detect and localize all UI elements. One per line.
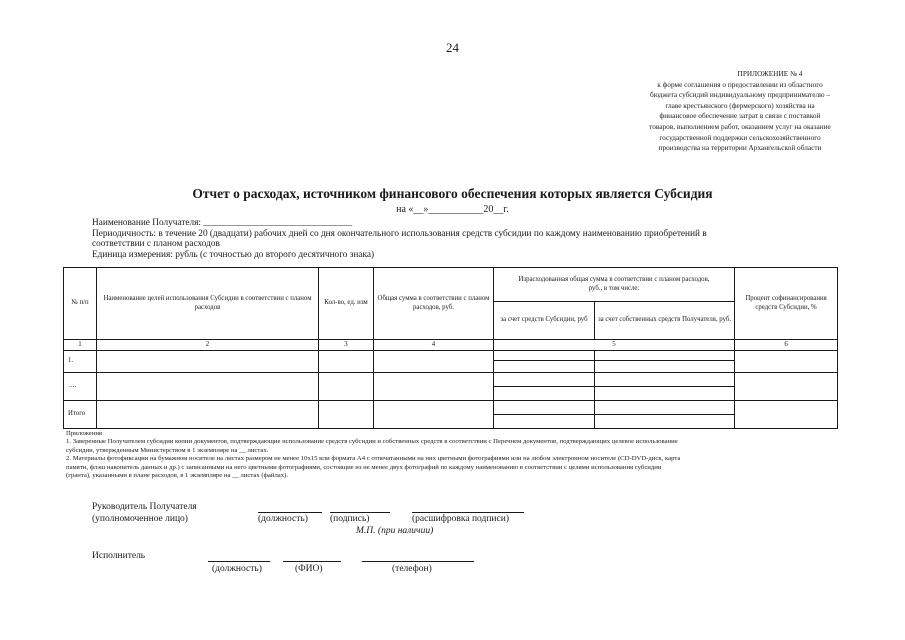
row-percent-cell xyxy=(735,351,838,373)
exec-name-line xyxy=(283,561,341,562)
row-total-cell xyxy=(374,401,494,429)
appendix-line: ПРИЛОЖЕНИЕ № 4 xyxy=(737,69,803,78)
row-own-cell xyxy=(595,415,735,429)
report-date: на «__»___________20__г. xyxy=(396,204,509,215)
exec-position-caption: (должность) xyxy=(212,564,262,574)
row-name-cell xyxy=(97,373,319,401)
appendix-line: производства на территории Архангельской области xyxy=(658,143,822,153)
header-percent: Процент софинансирования средств Субсидии, % xyxy=(735,268,838,340)
row-qty-cell xyxy=(319,351,374,373)
row-total-cell xyxy=(374,373,494,401)
appendix-line: государственной поддержки сельскохозяйственного xyxy=(659,132,821,142)
page-number: 24 xyxy=(446,40,459,55)
notes-line: памяти, флэш накопитель данных и др.) с записанными на него цветными фотографиями, состоящие из не менее двух фотографий по каждому наименованию в соответствии с целями использования субсидии xyxy=(66,463,662,471)
row-own-cell xyxy=(595,361,735,373)
notes-title: Приложения xyxy=(66,430,103,437)
head-label: Руководитель Получателя xyxy=(92,502,197,512)
appendix-line: бюджета субсидий индивидуальному предпринимателю – xyxy=(649,90,831,100)
row-subsidy-cell xyxy=(494,401,595,415)
index-cell: 5 xyxy=(494,340,735,351)
exec-position-line xyxy=(208,561,270,562)
row-name-cell xyxy=(97,401,319,429)
table-row xyxy=(64,373,838,387)
signature-caption: (подпись) xyxy=(330,514,370,524)
signature-line xyxy=(330,512,390,513)
row-total-cell xyxy=(374,351,494,373)
row-subsidy-cell xyxy=(494,415,595,429)
row-own-cell xyxy=(595,351,735,361)
notes-line: (гранта), указанными в плане расходов, в 1 экземпляре на __ листах (файлах). xyxy=(66,472,289,480)
index-cell: 3 xyxy=(319,340,374,351)
header-total: Общая сумма в соответствии с планом расходов, руб. xyxy=(374,268,494,340)
table-row xyxy=(64,351,838,361)
decoding-signature-line xyxy=(412,512,524,513)
unit-line: Единица измерения: рубль (с точностью до второго десятичного знака) xyxy=(92,249,375,260)
row-percent-cell xyxy=(735,373,838,401)
row-percent-cell xyxy=(735,401,838,429)
row-qty-cell xyxy=(319,373,374,401)
notes-section xyxy=(66,430,846,480)
appendix-line: к форме соглашения о предоставлении из областного xyxy=(657,79,823,89)
index-cell: 2 xyxy=(97,340,319,351)
index-cell: 6 xyxy=(735,340,838,351)
exec-name-caption: (ФИО) xyxy=(295,564,323,574)
recipient-line: Наименование Получателя: ________________________________ xyxy=(92,218,353,228)
appendix-line: финансовое обеспечение затрат в связи с поставкой xyxy=(659,111,821,121)
head-label-sub: (уполномоченное лицо) xyxy=(92,514,188,524)
appendix-line: товаров, выполнением работ, оказанием услуг на оказание xyxy=(649,121,831,131)
index-cell: 1 xyxy=(64,340,97,351)
row-num: Итого xyxy=(64,401,97,429)
index-cell: 4 xyxy=(374,340,494,351)
stamp-note: М.П. (при наличии) xyxy=(356,526,434,536)
header-spent-own: за счет собственных средств Получателя, руб. xyxy=(595,302,735,340)
report-table xyxy=(63,267,838,429)
row-subsidy-cell xyxy=(494,351,595,361)
row-qty-cell xyxy=(319,401,374,429)
row-subsidy-cell xyxy=(494,361,595,373)
row-subsidy-cell xyxy=(494,387,595,401)
row-num: …. xyxy=(64,373,97,401)
header-name: Наименование целей использования Субсидии в соответствии с планом расходов xyxy=(97,268,319,340)
position-caption: (должность) xyxy=(258,514,308,524)
row-name-cell xyxy=(97,351,319,373)
header-num: № п/п xyxy=(64,268,97,340)
row-num: 1. xyxy=(64,351,97,373)
appendix-header xyxy=(600,69,880,154)
periodicity-line: соответствии с планом расходов xyxy=(92,239,220,249)
exec-phone-caption: (телефон) xyxy=(392,564,432,574)
header-spent-subsidy: за счет средств Субсидии, руб xyxy=(494,302,595,340)
report-title: Отчет о расходах, источником финансового обеспечения которых является Субсидия xyxy=(192,186,713,201)
row-own-cell xyxy=(595,401,735,415)
notes-line: 2. Материалы фотофиксации на бумажном носителе на листах размером не менее 10х15 или формата А4 с отпечатанными на них цветными фотографиями или на любом электронном носителе (CD-DVD-диск, карта xyxy=(66,455,681,463)
header-spent-group: Израсходованная общая сумма в соответствии с планом расходов, руб., в том числе: xyxy=(494,268,735,302)
table-row-total xyxy=(64,401,838,415)
notes-line: субсидии, утвержденным Министерством в 1 экземпляре на __ листах. xyxy=(66,446,269,454)
row-subsidy-cell xyxy=(494,373,595,387)
row-own-cell xyxy=(595,373,735,387)
notes-line: 1. Заверенные Получателем субсидии копии документов, подтверждающие использование средств субсидии и собственных средств в соответствии с Перечнем документов, подтверждающих целевое использование xyxy=(66,438,678,446)
appendix-line: главе крестьянского (фермерского) хозяйства на xyxy=(665,100,815,110)
periodicity-line: Периодичность: в течение 20 (двадцати) рабочих дней со дня окончательного использования средств субсидии по каждому наименованию приобретений в xyxy=(92,228,707,239)
row-own-cell xyxy=(595,387,735,401)
report-info xyxy=(92,218,832,260)
exec-phone-line xyxy=(362,561,474,562)
executor-label: Исполнитель xyxy=(92,551,146,561)
decoding-caption: (расшифровка подписи) xyxy=(412,514,509,524)
position-signature-line xyxy=(258,512,322,513)
header-qty: Кол-во, ед. изм xyxy=(319,268,374,340)
